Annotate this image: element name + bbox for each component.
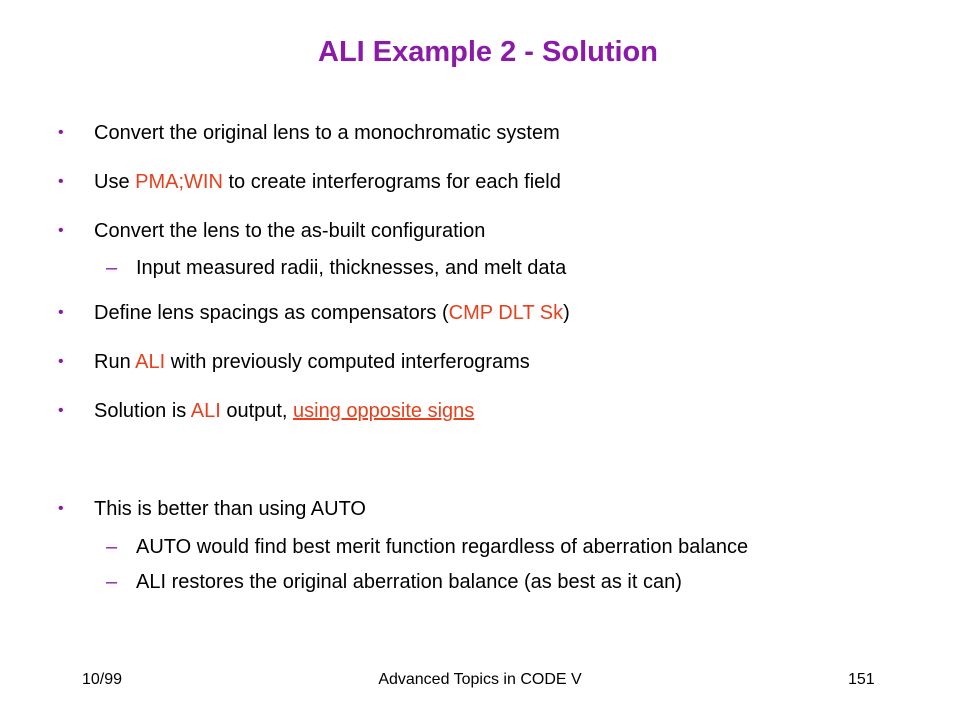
- bullet-text-post: ): [563, 302, 570, 324]
- bullet-text-pre: Solution is: [94, 400, 191, 422]
- slide-title: ALI Example 2 - Solution: [318, 36, 658, 68]
- bullet-dot: •: [58, 173, 64, 190]
- bullet-text-post: with previously computed interferograms: [165, 351, 530, 373]
- bullet-text-pre: Define lens spacings as compensators (: [94, 302, 449, 324]
- bullet-text: [94, 399, 474, 423]
- bullet-dot: •: [58, 402, 64, 419]
- command-highlight: ALI: [190, 400, 221, 422]
- sub-bullet-dash: –: [106, 536, 118, 558]
- bullet-text: Convert the original lens to a monochromatic system: [94, 122, 560, 144]
- sub-bullet-text: AUTO would find best merit function regardless of aberration balance: [136, 536, 749, 558]
- bullet-text: This is better than using AUTO: [94, 498, 366, 520]
- command-highlight: ALI: [135, 351, 166, 373]
- bullet-text-pre: Use: [94, 171, 136, 193]
- sub-bullet-text: ALI restores the original aberration balance (as best as it can): [136, 571, 682, 593]
- footer-page-number: 151: [848, 671, 875, 688]
- footer-date: 10/99: [82, 671, 123, 688]
- bullet-dot: •: [58, 353, 64, 370]
- bullet-text: [94, 301, 570, 325]
- sub-bullet-dash: –: [106, 257, 118, 279]
- sub-bullet-text: Input measured radii, thicknesses, and melt data: [136, 257, 567, 279]
- footer-course-title: Advanced Topics in CODE V: [378, 671, 582, 688]
- command-highlight: PMA;WIN: [135, 171, 223, 193]
- bullet-text-pre: Run: [94, 351, 136, 373]
- opposite-signs-link[interactable]: using opposite signs: [293, 400, 475, 422]
- bullet-dot: •: [58, 304, 64, 321]
- sub-bullet-dash: –: [106, 571, 118, 593]
- bullet-dot: •: [58, 500, 64, 517]
- bullet-text: Convert the lens to the as-built configuration: [94, 220, 486, 242]
- bullet-text: [94, 170, 561, 194]
- bullet-dot: •: [58, 124, 64, 141]
- bullet-text-post: to create interferograms for each field: [222, 171, 561, 193]
- command-highlight: CMP DLT Sk: [448, 302, 564, 324]
- bullet-dot: •: [58, 222, 64, 239]
- bullet-text: [94, 350, 530, 374]
- bullet-text-mid: output,: [220, 400, 294, 422]
